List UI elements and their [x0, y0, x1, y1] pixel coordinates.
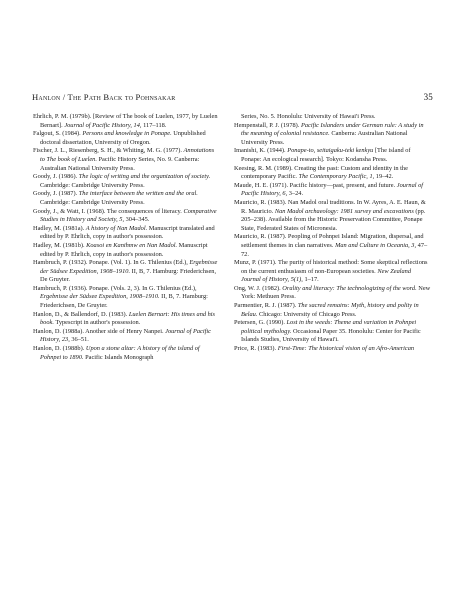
reference-title: Ergebnisse der Südsee Expedition, 1908–1910. [40, 293, 160, 301]
reference-entry [234, 113, 432, 122]
reference-title: New Zealand Journal of History, 5(1), [241, 267, 412, 284]
reference-entry [234, 259, 432, 285]
reference-text: Imanishi, K. (1944). [234, 147, 288, 155]
reference-title: Lost in the weeds: Theme and variation in Pohnpei political mythology. [241, 319, 417, 335]
reference-text: Hambruch, P. (1932). Ponape. (Vol. 1). In G. Thilenius (Ed.), [33, 259, 190, 267]
reference-entry [234, 233, 432, 259]
reference-entry [234, 147, 432, 164]
reference-text: Maude, H. E. (1971). Pacific history—past, present, and future. [234, 181, 397, 189]
reference-text: Hanlon, D. (1988b). [33, 345, 86, 353]
reference-title: Koasoi en Kanihmw en Nan Madol. [86, 241, 178, 249]
reference-title: Ergebnisse der Südsee Expedition, 1908–1910. [40, 259, 218, 275]
reference-text: Price, R. (1983). [234, 345, 278, 353]
reference-text: 19–42. [374, 173, 394, 181]
reference-title: The interface between the written and the oral. [78, 190, 198, 198]
reference-entry [234, 199, 432, 233]
reference-title: Journal of Pacific History, 14, [64, 121, 142, 129]
reference-entry [234, 122, 432, 148]
reference-entry [33, 147, 219, 173]
reference-title: A history of Nan Madol. [85, 224, 148, 232]
reference-title: Persons and knowledge in Ponape. [82, 130, 172, 138]
reference-title: Nan Madol archaeology: 1981 survey and excavations [274, 207, 414, 215]
reference-text: Munz, P. (1971). The purity of historical method: Some skeptical reflections on the current enthusiasm of non-European societies. [234, 259, 428, 275]
reference-text: II, B, 7. Hamburg: Friederichsen, De Gruyter. [40, 267, 217, 284]
reference-entry [33, 242, 219, 259]
reference-text: Hambruch, P. (1936). Ponape. (Vols. 2, 3). In G. Thilenius (Ed.), [33, 284, 197, 292]
reference-text: [The island of Ponape: An ecological research]. Tokyo: Kodansha Press. [241, 147, 411, 163]
reference-text: New York: Methuen Press. [241, 284, 431, 301]
reference-entry [33, 208, 219, 225]
page-number: 35 [423, 92, 433, 102]
reference-text: Hadley, M. (1981b). [33, 241, 87, 249]
reference-entry [33, 345, 219, 362]
reference-entry [33, 225, 219, 242]
reference-title: The sacred remains: Myth, history and polity in Belau. [241, 302, 419, 318]
reference-text: Parmentier, R. J. (1987). [234, 302, 298, 310]
reference-entry [234, 182, 432, 199]
reference-text: 47–72. [241, 241, 428, 258]
reference-title: Man and Culture in Oceania, 3, [335, 241, 417, 249]
reference-text: Ong, W. J. (1982). [234, 284, 283, 292]
reference-text: Unpublished doctoral dissertation, University of Oregon. [40, 130, 206, 146]
reference-entry [33, 285, 219, 311]
reference-text: 304–345. [124, 216, 150, 224]
reference-entry [33, 311, 219, 328]
reference-entry [234, 165, 432, 182]
reference-text: Falgout, S. (1984). [33, 130, 83, 138]
reference-text: Mauricio, R. (1983). Nan Madol oral traditions. In W. Ayres, A. E. Haun, & R. Mauricio. [234, 198, 426, 215]
reference-title: The Contemporary Pacific, 1, [298, 173, 375, 181]
reference-text: Pacific Islands Monograph [83, 353, 154, 361]
reference-title: Annotations to The book of Luelen. [40, 147, 215, 163]
page-header [32, 92, 433, 106]
references-left-column [33, 113, 219, 362]
reference-text: Canberra: Australian National University Press. [241, 130, 408, 146]
reference-text: Hadley, M. (1981a). [33, 224, 86, 232]
reference-text: Hanlon, D. (1988a). Another side of Henry Nanpei. [33, 327, 166, 335]
reference-text: 1–17. [302, 276, 319, 284]
reference-title: Upon a stone altar: A history of the island of Pohnpei to 1890. [40, 345, 200, 361]
reference-entry [33, 259, 219, 285]
reference-text: 117–118. [141, 121, 167, 129]
reference-text: Keesing, R. M. (1989). Creating the past: Custom and identity in the contemporary Pacific. [234, 164, 408, 181]
reference-text: Petersen, G. (1990). [234, 319, 287, 327]
reference-text: Series, No. 5. Honolulu: University of Hawai'i Press. [241, 113, 376, 120]
reference-title: Orality and literacy: The technologizing of the word. [282, 284, 417, 292]
reference-text: Manuscript translated and edited by P. Ehrlich, copy in author's possession. [40, 224, 215, 241]
reference-title: Pacific Islanders under German rule: A study in the meaning of colonial resistance. [241, 121, 424, 138]
reference-entry [234, 345, 432, 354]
reference-text: 36–51. [69, 336, 89, 344]
reference-entry [234, 285, 432, 302]
reference-text: Mauricio, R. (1987). Peopling of Pohnpei Island: Migration, dispersal, and settlement themes in clan narratives. [234, 233, 424, 249]
reference-entry [234, 319, 432, 345]
reference-entry [33, 190, 219, 207]
reference-entry [33, 113, 219, 130]
reference-title: Journal of Pacific History, 6, [241, 181, 424, 198]
reference-title: Journal of Pacific History, 23, [40, 327, 211, 344]
reference-title: Luelen Bernart: His times and his book. [40, 310, 216, 327]
reference-title: Comparative Studies in History and Society, 5, [40, 207, 217, 224]
reference-text: Typescript in author's possession. [53, 319, 141, 327]
reference-text: (pp. 205–238). Available from the Historic Preservation Committee, Ponape State, Federated States of Micronesia. [241, 207, 426, 232]
reference-entry [33, 328, 219, 345]
reference-text: Chicago: University of Chicago Press. [257, 310, 357, 318]
reference-text: Pacific History Series, No. 9. Canberra: Australian National University Press. [40, 155, 200, 172]
reference-text: Goody, J. (1986). [33, 173, 79, 181]
reference-text: Fischer, J. L., Riesenberg, S. H., & Whiting, M. G. (1977). [33, 147, 184, 155]
reference-text: Hanlon, D., & Ballendorf, D. (1983). [33, 310, 129, 318]
reference-title: Ponape-to, seitaigaku-teki kenkyu [287, 147, 374, 155]
reference-entry [234, 302, 432, 319]
reference-text: Goody, J. (1987). [33, 190, 79, 198]
running-title: Hanlon / The Path Back to Pohnsakar [32, 92, 176, 102]
reference-text: 3–24. [287, 190, 304, 198]
reference-text: Cambridge: Cambridge University Press. [40, 198, 145, 206]
reference-text: II, B, 7. Hamburg: Friederichsen, De Gruyter. [40, 293, 208, 310]
reference-text: Manuscript edited by P. Ehrlich, copy in author's possession. [40, 241, 208, 258]
reference-text: Goody, J., & Watt, I. (1968). The consequences of literacy. [33, 207, 184, 215]
reference-title: The logic of writing and the organization of society. [78, 173, 211, 181]
reference-entry [33, 173, 219, 190]
reference-text: Occasional Paper 35. Honolulu: Center for Pacific Islands Studies, University of Hawai'i. [241, 327, 421, 344]
reference-title: First-Time: The historical vision of an Afro-American [277, 345, 415, 353]
references-right-column [234, 113, 432, 354]
reference-text: Cambridge: Cambridge University Press. [40, 181, 145, 189]
reference-text: Hempenstall, P. J. (1978). [234, 121, 301, 129]
reference-entry [33, 130, 219, 147]
reference-text: Ehrlich, P. M. (1979b). [Review of The book of Luelen, 1977, by Luelen Bernart]. [33, 113, 218, 129]
